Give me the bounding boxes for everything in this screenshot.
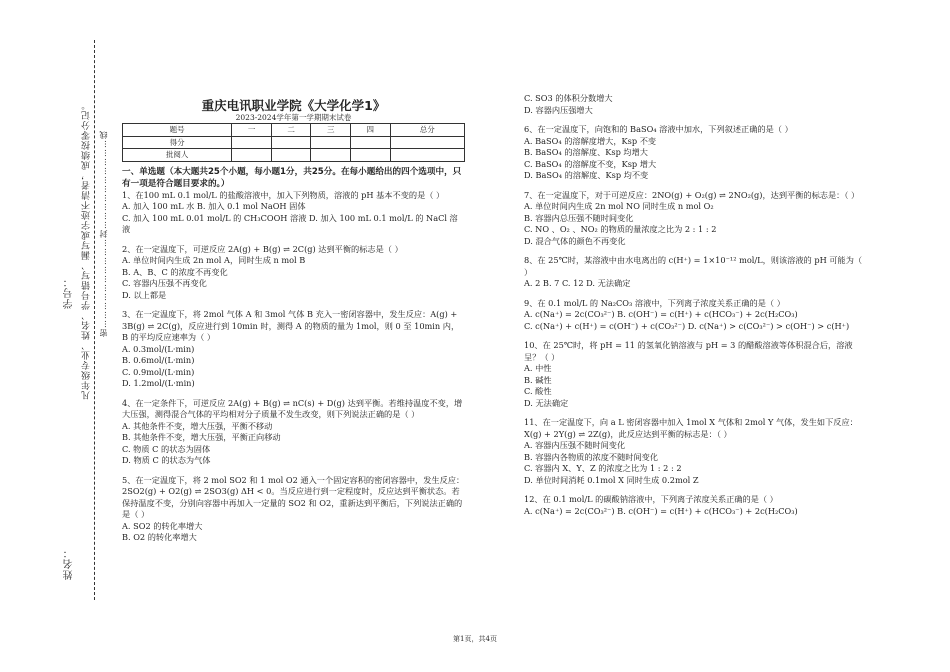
question-6: 6、在一定温度下，向饱和的 BaSO₄ 溶液中加水，下列叙述正确的是（ ） xyxy=(524,124,793,134)
option-line: B. 0.6mol/(L·min) xyxy=(122,355,195,365)
score-cell[interactable] xyxy=(311,149,351,162)
score-row-label: 批阅人 xyxy=(123,149,232,162)
question-12: 12、在 0.1 mol/L 的碳酸钠溶液中，下列离子浓度关系正确的是（ ） xyxy=(524,494,778,504)
score-cell[interactable] xyxy=(390,136,464,149)
seal-line-text: 密…………………………封…………………………线 xyxy=(99,130,108,337)
option-line: C. 物质 C 的状态为固体 xyxy=(122,443,211,454)
question-4: 4、在一定条件下，可逆反应 2A(g) + B(g) ⇌ nC(s) + D(g) 达到平衡。若维持温度不变，增大压强，测得混合气体的平均相对分子质量不发生改变，则下列说法正确的是（ ） xyxy=(122,397,463,419)
option-line: D. 1.2mol/(L·min) xyxy=(122,378,195,388)
option-line: A. 2 B. 7 C. 12 D. 无法确定 xyxy=(524,278,631,288)
score-cell[interactable] xyxy=(232,149,272,162)
score-head: 二 xyxy=(271,124,311,137)
question-7: 7、在一定温度下，对于可逆反应：2NO(g) + O₂(g) ⇌ 2NO₂(g)，达到平衡的标志是：（ ） xyxy=(524,189,860,200)
question-3: 3、在一定温度下，将 2mol 气体 A 和 3mol 气体 B 充入一密闭容器中，发生反应：A(g) + 3B(g) ⇌ 2C(g)，反应进行到 10min 时，测得 A 的物质的量为 1mol，则 0 至 10min 内，B 的平均反应速率为（ ） xyxy=(122,309,460,342)
dashed-cut-line xyxy=(94,40,95,600)
option-line: C. 容器内压强不再变化 xyxy=(122,278,207,288)
option-line: C. 加入 100 mL 0.01 mol/L 的 CH₃COOH 溶液 D. 加入 100 mL 0.1 mol/L 的 NaCl 溶液 xyxy=(122,212,458,234)
binding-strip xyxy=(40,40,108,600)
question-9: 9、在 0.1 mol/L 的 Na₂CO₃ 溶液中，下列离子浓度关系正确的是（ ） xyxy=(524,297,785,308)
score-cell[interactable] xyxy=(350,136,390,149)
option-line: C. BaSO₄ 的溶解度不变，Ksp 增大 xyxy=(524,158,657,169)
option-line: A. 加入 100 mL 水 B. 加入 0.1 mol NaOH 固体 xyxy=(122,201,306,211)
option-line: D. 物质 C 的状态为气体 xyxy=(122,455,211,465)
score-head: 三 xyxy=(311,124,351,137)
score-cell[interactable] xyxy=(311,136,351,149)
option-line: C. 容器内 X、Y、Z 的浓度之比为 1 : 2 : 2 xyxy=(524,463,682,473)
page-footer: 第1页，共4页 xyxy=(453,635,497,643)
score-head: 题号 xyxy=(123,124,232,137)
student-id-label: 学号： xyxy=(64,275,75,309)
option-line: A. 0.3mol/(L·min) xyxy=(122,343,195,354)
option-line: A. 单位时间内生成 2n mol NO 同时生成 n mol O₂ xyxy=(524,201,714,211)
exam-subtitle: 2023-2024学年第一学期期末试卷 xyxy=(235,112,352,122)
option-line: C. c(Na⁺) + c(H⁺) = c(OH⁻) + c(CO₃²⁻) D. c(Na⁺) > c(CO₃²⁻) > c(OH⁻) > c(H⁺) xyxy=(524,320,850,331)
option-line: A. 单位时间内生成 2n mol A，同时生成 n mol B xyxy=(122,255,306,265)
option-line: D. 混合气体的颜色不再变化 xyxy=(524,235,626,246)
option-line: C. SO3 的体积分数增大 xyxy=(524,93,613,103)
section-title: 一、单选题（本大题共25个小题，每小题1分，共25分。在每小题给出的四个选项中，只有一项是符合题目要求的。） xyxy=(122,166,462,189)
instruction-note: 凡年级专业、姓名、学号错写、漏写或字迹不清者，成绩按零分记。 xyxy=(82,100,92,400)
option-line: D. 容器内压强增大 xyxy=(524,104,593,115)
option-line: A. 容器内压强不随时间变化 xyxy=(524,440,626,450)
option-line: C. 0.9mol/(L·min) xyxy=(122,366,195,377)
left-column xyxy=(122,100,465,544)
question-5: 5、在一定温度下，将 2 mol SO2 和 1 mol O2 通入一个固定容积的密闭容器中，发生反应：2SO2(g) + O2(g) ⇌ 2SO3(g) ΔH < 0。当反应进行到一定程度时，反应达到平衡状态。若保持温度不变，分别向容器中再加入一定量的 SO2 和 O2，重新达到平衡后，下列说法正确的是（ ） xyxy=(122,474,465,519)
question-10: 10、在 25℃时，将 pH = 11 的氢氧化钠溶液与 pH = 3 的醋酸溶液等体积混合后，溶液呈？（ ） xyxy=(524,340,853,362)
option-line: A. 中性 xyxy=(524,363,552,373)
name-label: 姓名： xyxy=(64,547,75,580)
option-line: D. 无法确定 xyxy=(524,397,569,408)
question-2: 2、在一定温度下，可逆反应 2A(g) + B(g) ⇌ 2C(g) 达到平衡的标志是（ ） xyxy=(122,243,403,254)
option-line: D. 单位时间消耗 0.1mol X 同时生成 0.2mol Z xyxy=(524,474,699,485)
option-line: B. 其他条件不变，增大压强，平衡正向移动 xyxy=(122,432,281,442)
score-head: 一 xyxy=(232,124,272,137)
score-head: 四 xyxy=(350,124,390,137)
option-line: A. c(Na⁺) = 2c(CO₃²⁻) B. c(OH⁻) = c(H⁺) + c(HCO₃⁻) + 2c(H₂CO₃) xyxy=(524,309,798,319)
option-line: A. SO2 的转化率增大 xyxy=(122,520,203,531)
option-line: A. 其他条件不变，增大压强，平衡不移动 xyxy=(122,420,273,431)
right-column xyxy=(524,93,864,517)
question-11: 11、在一定温度下，向 a L 密闭容器中加入 1mol X 气体和 2mol Y 气体，发生如下反应：X(g) + 2Y(g) ⇌ 2Z(g)，此反应达到平衡的标志是：（ ） xyxy=(524,417,858,439)
score-row-label: 得分 xyxy=(123,136,232,149)
score-head: 总分 xyxy=(390,124,464,137)
option-line: A. c(Na⁺) = 2c(CO₃²⁻) B. c(OH⁻) = c(H⁺) + c(HCO₃⁻) + 2c(H₂CO₃) xyxy=(524,505,798,516)
option-line: B. 容器内各物质的浓度不随时间变化 xyxy=(524,451,659,462)
score-cell[interactable] xyxy=(390,149,464,162)
question-1: 1、在100 mL 0.1 mol/L 的盐酸溶液中，加入下列物质，溶液的 pH 基本不变的是（ ） xyxy=(122,189,445,200)
score-cell[interactable] xyxy=(271,149,311,162)
student-info-labels xyxy=(62,60,77,580)
option-line: B. O2 的转化率增大 xyxy=(122,532,197,542)
option-line: B. BaSO₄ 的溶解度、Ksp 均增大 xyxy=(524,147,648,157)
option-line: D. BaSO₄ 的溶解度、Ksp 均不变 xyxy=(524,170,649,180)
option-line: A. BaSO₄ 的溶解度增大，Ksp 不变 xyxy=(524,135,657,146)
question-8: 8、在 25℃时，某溶液中由水电离出的 c(H⁺) = 1×10⁻¹² mol/L，则该溶液的 pH 可能为（ ） xyxy=(524,255,863,277)
score-table xyxy=(122,123,465,162)
score-cell[interactable] xyxy=(271,136,311,149)
option-line: B. 容器内总压强不随时间变化 xyxy=(524,212,634,223)
option-line: B. 碱性 xyxy=(524,374,552,385)
exam-title: 重庆电讯职业学院《大学化学1》 xyxy=(201,98,386,113)
option-line: C. NO 、O₂ 、NO₂ 的物质的量浓度之比为 2 : 1 : 2 xyxy=(524,224,717,234)
option-line: C. 酸性 xyxy=(524,386,552,396)
option-line: B. A、B、C 的浓度不再变化 xyxy=(122,266,228,277)
score-cell[interactable] xyxy=(232,136,272,149)
option-line: D. 以上都是 xyxy=(122,289,167,300)
score-cell[interactable] xyxy=(350,149,390,162)
